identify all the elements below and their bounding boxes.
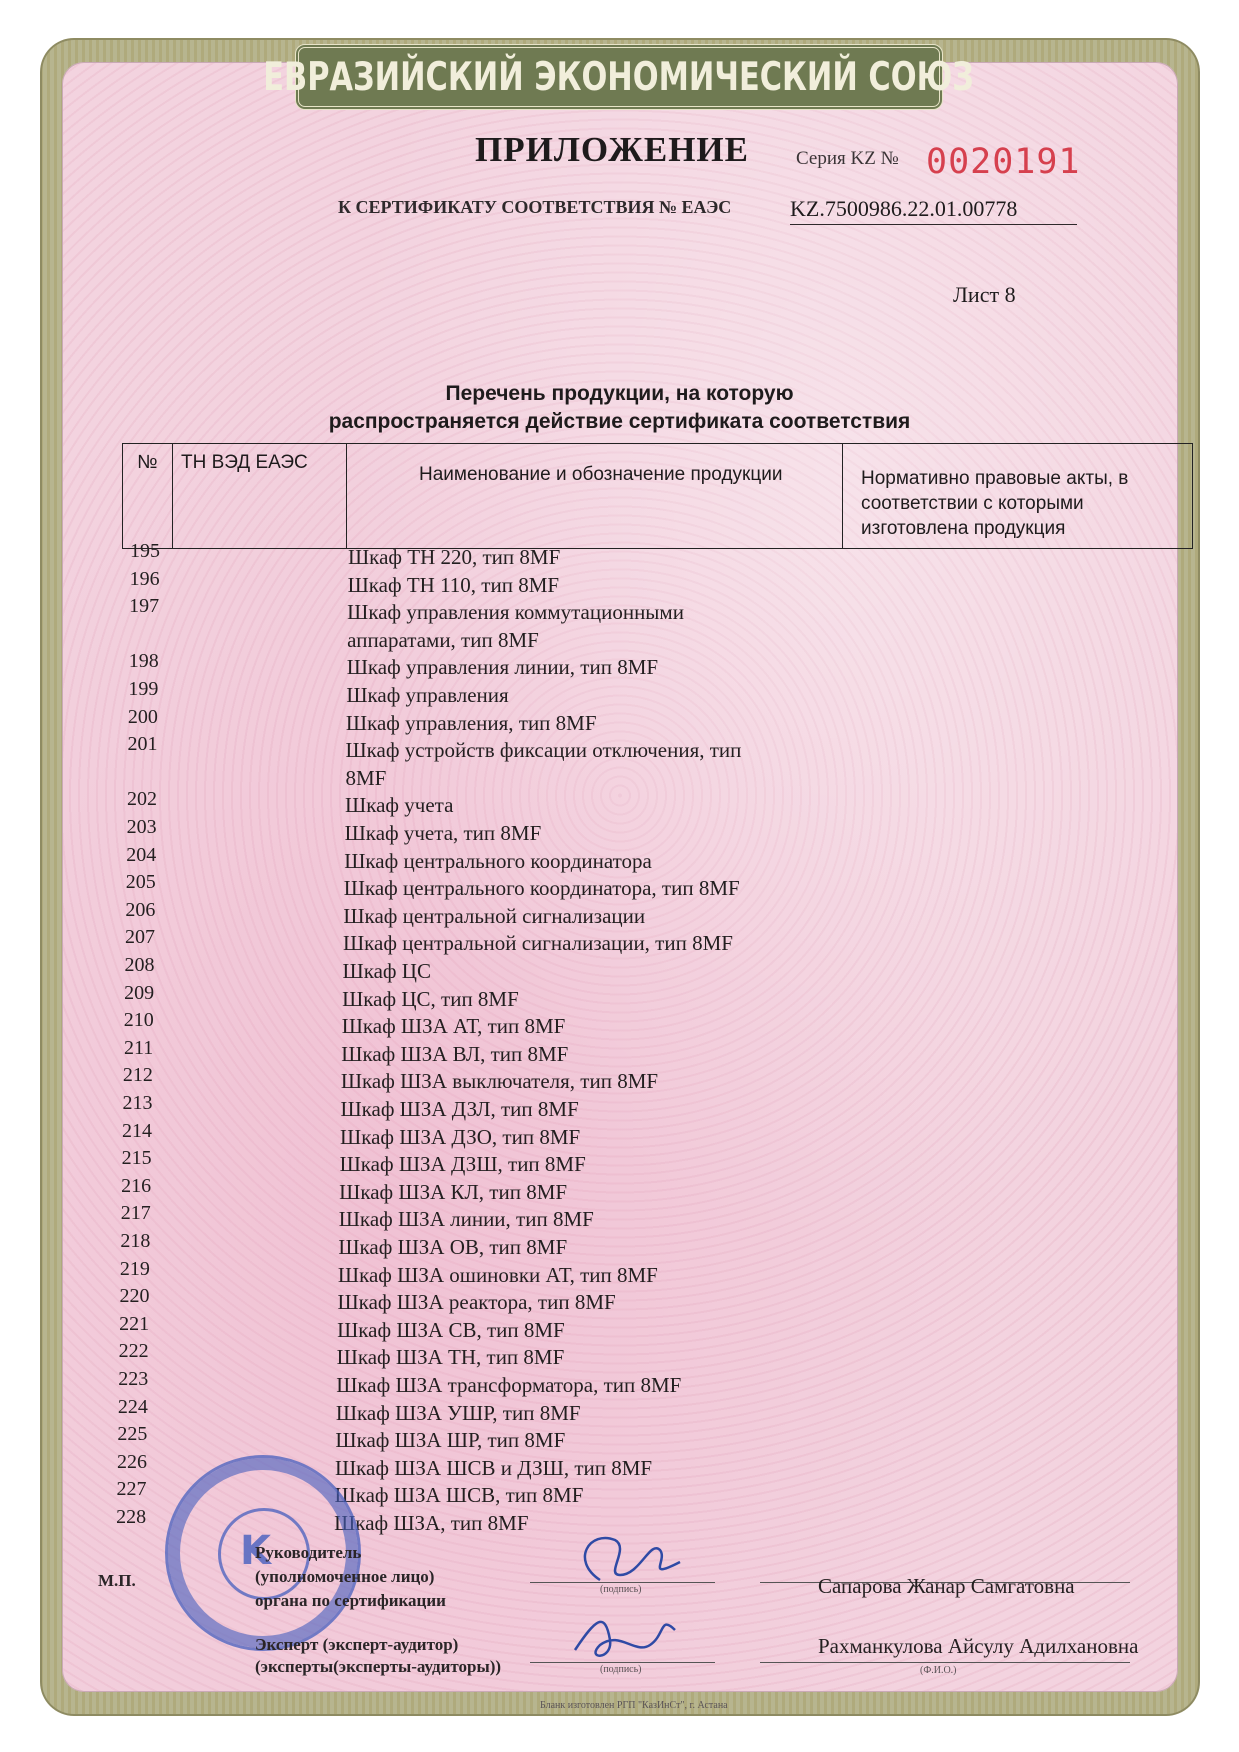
row-number: 195 bbox=[130, 540, 160, 562]
list-title-line-1: Перечень продукции, на которую bbox=[445, 382, 794, 405]
expert-sign-caption: (подпись) bbox=[600, 1664, 642, 1675]
row-number: 198 bbox=[128, 650, 159, 673]
row-product-name: Шкаф центрального координатора bbox=[344, 848, 652, 873]
expert-label-1: Эксперт (эксперт-аудитор) bbox=[255, 1635, 459, 1654]
row-number: 223 bbox=[118, 1368, 149, 1390]
row-number: 222 bbox=[118, 1340, 149, 1363]
sheet-number: Лист 8 bbox=[953, 282, 1016, 307]
row-product-name: Шкаф ШЗА ДЗЛ, тип 8MF bbox=[340, 1097, 579, 1121]
row-product-name: Шкаф учета bbox=[345, 793, 454, 818]
header-regulations: Нормативно правовые акты, в соответствии с которыми изготовлена продукция bbox=[861, 468, 1129, 539]
banner-text: ЕВРАЗИЙСКИЙ ЭКОНОМИЧЕСКИЙ СОЮЗ bbox=[263, 54, 975, 100]
row-product-name: Шкаф управления bbox=[346, 683, 509, 707]
row-number: 200 bbox=[127, 705, 158, 728]
row-product-name: Шкаф ШЗА ОВ, тип 8MF bbox=[338, 1235, 568, 1259]
row-product-name: Шкаф ЦС bbox=[342, 959, 431, 983]
row-product-name: Шкаф ШЗА линии, тип 8MF bbox=[338, 1207, 594, 1232]
expert-name-line bbox=[760, 1662, 1130, 1663]
row-number: 204 bbox=[126, 843, 157, 866]
row-product-name: Шкаф ШЗА ШСВ и ДЗШ, тип 8MF bbox=[334, 1455, 653, 1480]
row-number: 227 bbox=[116, 1478, 147, 1501]
row-product-name: Шкаф ШЗА трансформатора, тип 8MF bbox=[336, 1373, 682, 1397]
certificate-number: KZ.7500986.22.01.00778 bbox=[790, 196, 1077, 225]
row-number: 202 bbox=[127, 788, 158, 811]
row-number: 224 bbox=[117, 1395, 148, 1418]
row-product-name: Шкаф ЦС, тип 8MF bbox=[342, 986, 519, 1011]
row-product-name: Шкаф управления линии, тип 8MF bbox=[346, 655, 659, 680]
row-product-name: Шкаф ШЗА ошиновки АТ, тип 8MF bbox=[337, 1262, 658, 1287]
head-signature bbox=[560, 1520, 690, 1600]
row-product-name: Шкаф ШЗА ШСВ, тип 8MF bbox=[334, 1483, 584, 1508]
mp-label: М.П. bbox=[98, 1571, 136, 1590]
row-product-name: Шкаф ТН 110, тип 8MF bbox=[347, 572, 560, 597]
row-number: 206 bbox=[125, 898, 156, 921]
head-label-3: органа по сертификации bbox=[255, 1591, 446, 1610]
row-product-name: Шкаф ШЗА КЛ, тип 8MF bbox=[339, 1179, 568, 1204]
row-number: 201 bbox=[127, 733, 158, 756]
row-product-name: Шкаф ШЗА ДЗО, тип 8MF bbox=[340, 1124, 581, 1149]
header-no: № bbox=[123, 444, 173, 548]
table-header bbox=[122, 443, 1193, 549]
union-banner bbox=[263, 44, 975, 110]
row-number: 219 bbox=[119, 1257, 150, 1280]
row-number: 213 bbox=[122, 1092, 153, 1114]
row-number: 210 bbox=[123, 1009, 154, 1032]
expert-label-2: (эксперты(эксперты-аудиторы)) bbox=[255, 1657, 502, 1676]
row-number: 217 bbox=[120, 1202, 151, 1225]
header-tn-ved: ТН ВЭД ЕАЭС bbox=[173, 444, 347, 548]
row-product-name: Шкаф центральной сигнализации, тип 8MF bbox=[342, 931, 733, 956]
row-number: 228 bbox=[116, 1506, 147, 1528]
header-product-name: Наименование и обозначение продукции bbox=[347, 444, 843, 548]
row-product-name: Шкаф учета, тип 8MF bbox=[344, 821, 542, 845]
row-product-name: аппаратами, тип 8MF bbox=[347, 627, 539, 652]
fio-caption: (Ф.И.О.) bbox=[920, 1665, 957, 1676]
row-number: 207 bbox=[124, 926, 155, 949]
row-number: 226 bbox=[116, 1450, 147, 1473]
row-number: 199 bbox=[128, 678, 159, 700]
head-label-2: (уполномоченное лицо) bbox=[255, 1567, 435, 1586]
document-title: ПРИЛОЖЕНИЕ bbox=[475, 130, 750, 169]
row-number: 216 bbox=[121, 1174, 152, 1197]
row-product-name: Шкаф ШЗА УШР, тип 8MF bbox=[335, 1400, 581, 1425]
row-product-name: 8MF bbox=[345, 765, 387, 790]
row-product-name: Шкаф ШЗА реактора, тип 8MF bbox=[337, 1290, 616, 1315]
row-product-name: Шкаф ШЗА АТ, тип 8MF bbox=[341, 1014, 566, 1039]
head-name: Сапарова Жанар Самгатовна bbox=[818, 1574, 1075, 1598]
row-number: 196 bbox=[129, 567, 160, 590]
row-number: 205 bbox=[125, 871, 156, 894]
row-product-name: Шкаф ШЗА ДЗШ, тип 8MF bbox=[339, 1152, 586, 1177]
row-product-name: Шкаф устройств фиксации отключения, тип bbox=[345, 738, 742, 763]
row-product-name: Шкаф ШЗА СВ, тип 8MF bbox=[337, 1317, 565, 1342]
series-number: 0020191 bbox=[926, 142, 1081, 182]
row-number: 214 bbox=[122, 1119, 153, 1142]
row-number: 208 bbox=[124, 954, 155, 976]
expert-signature bbox=[565, 1600, 695, 1675]
row-number: 218 bbox=[120, 1230, 151, 1252]
row-product-name: Шкаф ТН 220, тип 8MF bbox=[348, 545, 561, 569]
head-sign-caption: (подпись) bbox=[600, 1584, 642, 1595]
row-number: 203 bbox=[126, 816, 157, 838]
row-product-name: Шкаф центральной сигнализации bbox=[343, 903, 646, 928]
footer-note: Бланк изготовлен РГП "КазИнСт", г. Астана bbox=[540, 1700, 728, 1711]
row-product-name: Шкаф ШЗА ШР, тип 8MF bbox=[335, 1428, 566, 1453]
stamp-logo-icon: K bbox=[240, 1528, 271, 1574]
row-number: 211 bbox=[124, 1036, 154, 1059]
head-label-1: Руководитель bbox=[255, 1543, 362, 1562]
row-number: 220 bbox=[119, 1285, 150, 1308]
certificate-label: К СЕРТИФИКАТУ СООТВЕТСТВИЯ № ЕАЭС bbox=[338, 197, 732, 217]
row-product-name: Шкаф ШЗА ТН, тип 8MF bbox=[336, 1345, 565, 1370]
row-product-name: Шкаф управления коммутационными bbox=[347, 600, 684, 625]
row-product-name: Шкаф ШЗА, тип 8MF bbox=[334, 1511, 529, 1535]
row-number: 209 bbox=[124, 981, 155, 1004]
row-number: 212 bbox=[122, 1064, 153, 1087]
row-number: 221 bbox=[119, 1312, 150, 1335]
row-number: 225 bbox=[117, 1423, 148, 1446]
row-product-name: Шкаф управления, тип 8MF bbox=[345, 710, 597, 735]
series-label: Серия KZ № bbox=[796, 148, 899, 169]
row-number: 215 bbox=[121, 1147, 152, 1170]
expert-name: Рахманкулова Айсулу Адилхановна bbox=[818, 1634, 1139, 1658]
row-product-name: Шкаф ШЗА выключателя, тип 8MF bbox=[340, 1069, 659, 1094]
row-number: 197 bbox=[129, 595, 160, 618]
row-product-name: Шкаф ШЗА ВЛ, тип 8MF bbox=[341, 1041, 569, 1066]
list-title-line-2: распространяется действие сертификата соответствия bbox=[328, 410, 911, 433]
list-title bbox=[0, 380, 1239, 436]
row-product-name: Шкаф центрального координатора, тип 8MF bbox=[343, 876, 740, 901]
